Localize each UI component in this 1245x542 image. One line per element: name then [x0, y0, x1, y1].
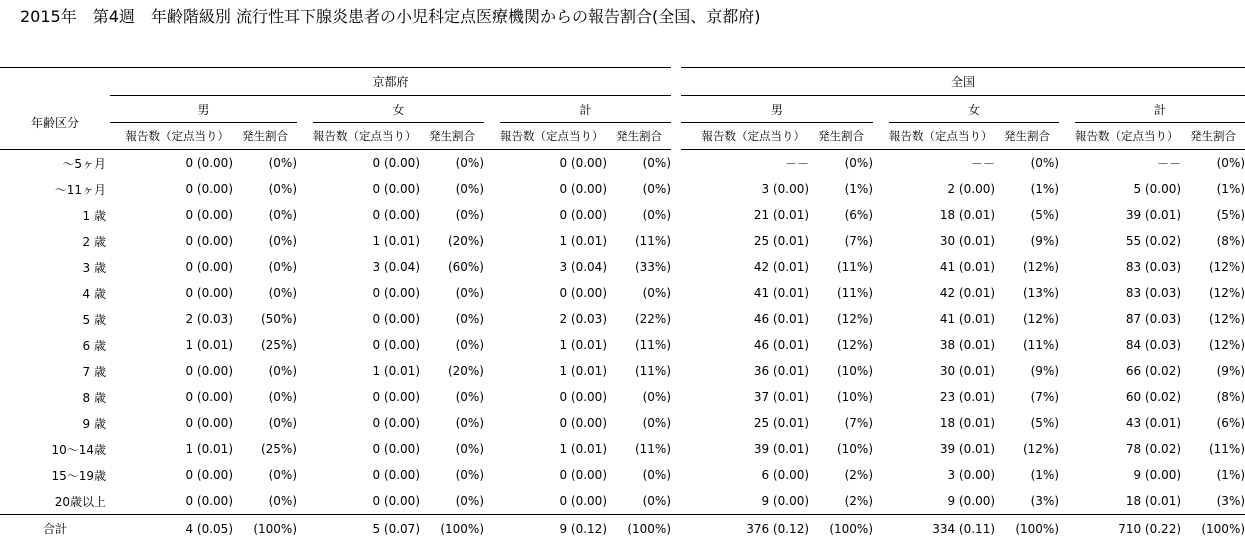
ratio-cell: (0%) [233, 228, 297, 254]
header-kyoto: 京都府 [110, 68, 671, 96]
count-cell: 1 (0.01) [500, 228, 607, 254]
count-cell: 46 (0.01) [681, 306, 809, 332]
age-group-cell: 2 歳 [0, 228, 110, 254]
table-row [0, 306, 1245, 332]
ratio-cell: (0%) [233, 202, 297, 228]
count-cell: 1 (0.01) [500, 358, 607, 384]
ratio-cell: (25%) [233, 332, 297, 358]
count-cell: 0 (0.00) [500, 410, 607, 436]
count-cell: 42 (0.01) [681, 254, 809, 280]
count-cell: 83 (0.03) [1075, 280, 1181, 306]
ratio-cell: (0%) [420, 176, 484, 202]
total-row [0, 515, 1245, 542]
ratio-cell: (0%) [420, 488, 484, 515]
ratio-cell: (0%) [607, 150, 671, 177]
count-cell: 0 (0.00) [500, 488, 607, 515]
count-cell: 39 (0.01) [1075, 202, 1181, 228]
count-cell: 0 (0.00) [500, 202, 607, 228]
header-age-group: 年齢区分 [0, 96, 110, 150]
age-group-cell: 5 歳 [0, 306, 110, 332]
count-cell: 46 (0.01) [681, 332, 809, 358]
age-group-cell: 6 歳 [0, 332, 110, 358]
ratio-cell: (0%) [607, 462, 671, 488]
ratio-cell: (60%) [420, 254, 484, 280]
ratio-cell: (0%) [233, 358, 297, 384]
count-cell: 1 (0.01) [500, 436, 607, 462]
report-table [0, 67, 1245, 542]
count-cell: 37 (0.01) [681, 384, 809, 410]
ratio-cell: (3%) [995, 488, 1059, 515]
header-count: 報告数（定点当り） [500, 123, 607, 150]
count-cell: 38 (0.01) [889, 332, 995, 358]
count-cell: 21 (0.01) [681, 202, 809, 228]
ratio-cell: (25%) [233, 436, 297, 462]
header-count: 報告数（定点当り） [889, 123, 995, 150]
count-cell: 0 (0.00) [500, 384, 607, 410]
count-cell: 4 (0.05) [110, 515, 233, 542]
ratio-cell: (1%) [1181, 176, 1245, 202]
count-cell: 0 (0.00) [110, 228, 233, 254]
ratio-cell: (100%) [809, 515, 873, 542]
header-kyoto-male: 男 [110, 96, 297, 123]
count-cell: 30 (0.01) [889, 358, 995, 384]
count-cell: 710 (0.22) [1075, 515, 1181, 542]
page-title: 2015年 第4週 年齢階級別 流行性耳下腺炎患者の小児科定点医療機関からの報告割合(全国、京都府) [20, 4, 760, 27]
header-blank [0, 68, 110, 96]
ratio-cell: (9%) [995, 228, 1059, 254]
count-cell: 3 (0.00) [681, 176, 809, 202]
header-count: 報告数（定点当り） [681, 123, 809, 150]
ratio-cell: (0%) [809, 150, 873, 177]
count-cell: 0 (0.00) [110, 384, 233, 410]
age-group-cell: 10～14歳 [0, 436, 110, 462]
header-ratio: 発生割合 [1181, 123, 1245, 150]
ratio-cell: (1%) [995, 176, 1059, 202]
count-cell: 23 (0.01) [889, 384, 995, 410]
count-cell: 2 (0.03) [500, 306, 607, 332]
header-national-total: 計 [1075, 96, 1245, 123]
ratio-cell: (11%) [995, 332, 1059, 358]
ratio-cell: (0%) [607, 410, 671, 436]
age-group-cell: 1 歳 [0, 202, 110, 228]
count-cell: 25 (0.01) [681, 228, 809, 254]
count-cell: 0 (0.00) [500, 280, 607, 306]
ratio-cell: (10%) [809, 384, 873, 410]
ratio-cell: (12%) [995, 306, 1059, 332]
count-cell: 41 (0.01) [889, 254, 995, 280]
ratio-cell: (5%) [1181, 202, 1245, 228]
count-cell: 0 (0.00) [500, 176, 607, 202]
count-cell: 0 (0.00) [500, 150, 607, 177]
ratio-cell: (11%) [809, 254, 873, 280]
table-row [0, 358, 1245, 384]
count-cell: 66 (0.02) [1075, 358, 1181, 384]
count-cell: 0 (0.00) [313, 410, 420, 436]
ratio-cell: (7%) [809, 228, 873, 254]
count-cell: 0 (0.00) [110, 280, 233, 306]
header-ratio: 発生割合 [607, 123, 671, 150]
age-group-cell: ～11ヶ月 [0, 176, 110, 202]
table-row [0, 488, 1245, 515]
ratio-cell: (9%) [995, 358, 1059, 384]
ratio-cell: (0%) [420, 150, 484, 177]
ratio-cell: (11%) [1181, 436, 1245, 462]
ratio-cell: (0%) [607, 202, 671, 228]
table-row [0, 202, 1245, 228]
ratio-cell: (2%) [809, 488, 873, 515]
age-group-cell: 7 歳 [0, 358, 110, 384]
count-cell: 30 (0.01) [889, 228, 995, 254]
table-row [0, 332, 1245, 358]
header-gap [671, 68, 681, 96]
count-cell: 18 (0.01) [889, 202, 995, 228]
count-cell: 0 (0.00) [110, 462, 233, 488]
table-row [0, 254, 1245, 280]
header-kyoto-total: 計 [500, 96, 671, 123]
ratio-cell: (0%) [233, 176, 297, 202]
count-cell: －－ [1075, 150, 1181, 177]
ratio-cell: (12%) [1181, 332, 1245, 358]
ratio-cell: (100%) [1181, 515, 1245, 542]
header-kyoto-female: 女 [313, 96, 484, 123]
ratio-cell: (11%) [809, 280, 873, 306]
ratio-cell: (13%) [995, 280, 1059, 306]
ratio-cell: (0%) [995, 150, 1059, 177]
count-cell: 0 (0.00) [110, 488, 233, 515]
header-count: 報告数（定点当り） [1075, 123, 1181, 150]
count-cell: 2 (0.03) [110, 306, 233, 332]
count-cell: 0 (0.00) [313, 332, 420, 358]
ratio-cell: (0%) [420, 436, 484, 462]
count-cell: 5 (0.00) [1075, 176, 1181, 202]
count-cell: 1 (0.01) [313, 358, 420, 384]
ratio-cell: (0%) [420, 410, 484, 436]
count-cell: 1 (0.01) [500, 332, 607, 358]
count-cell: 0 (0.00) [313, 436, 420, 462]
count-cell: 0 (0.00) [313, 306, 420, 332]
count-cell: 41 (0.01) [681, 280, 809, 306]
header-ratio: 発生割合 [233, 123, 297, 150]
header-ratio: 発生割合 [995, 123, 1059, 150]
ratio-cell: (1%) [1181, 462, 1245, 488]
ratio-cell: (2%) [809, 462, 873, 488]
count-cell: 0 (0.00) [110, 254, 233, 280]
ratio-cell: (100%) [995, 515, 1059, 542]
ratio-cell: (33%) [607, 254, 671, 280]
count-cell: 41 (0.01) [889, 306, 995, 332]
table-row [0, 280, 1245, 306]
count-cell: 87 (0.03) [1075, 306, 1181, 332]
count-cell: 5 (0.07) [313, 515, 420, 542]
ratio-cell: (12%) [995, 254, 1059, 280]
count-cell: 39 (0.01) [889, 436, 995, 462]
ratio-cell: (0%) [420, 332, 484, 358]
ratio-cell: (0%) [233, 280, 297, 306]
ratio-cell: (8%) [1181, 228, 1245, 254]
count-cell: 9 (0.00) [681, 488, 809, 515]
header-national-female: 女 [889, 96, 1059, 123]
header-ratio: 発生割合 [809, 123, 873, 150]
table-row [0, 384, 1245, 410]
ratio-cell: (5%) [995, 202, 1059, 228]
count-cell: 43 (0.01) [1075, 410, 1181, 436]
ratio-cell: (0%) [233, 462, 297, 488]
table-row [0, 436, 1245, 462]
count-cell: 3 (0.04) [313, 254, 420, 280]
count-cell: 39 (0.01) [681, 436, 809, 462]
ratio-cell: (12%) [995, 436, 1059, 462]
count-cell: 84 (0.03) [1075, 332, 1181, 358]
ratio-cell: (0%) [233, 410, 297, 436]
table-row [0, 410, 1245, 436]
ratio-cell: (0%) [233, 384, 297, 410]
ratio-cell: (20%) [420, 228, 484, 254]
count-cell: 83 (0.03) [1075, 254, 1181, 280]
ratio-cell: (12%) [1181, 280, 1245, 306]
header-count: 報告数（定点当り） [313, 123, 420, 150]
ratio-cell: (12%) [1181, 254, 1245, 280]
ratio-cell: (11%) [607, 228, 671, 254]
ratio-cell: (1%) [995, 462, 1059, 488]
count-cell: 18 (0.01) [1075, 488, 1181, 515]
ratio-cell: (0%) [607, 488, 671, 515]
age-group-cell: 9 歳 [0, 410, 110, 436]
count-cell: 1 (0.01) [313, 228, 420, 254]
ratio-cell: (11%) [607, 332, 671, 358]
ratio-cell: (9%) [1181, 358, 1245, 384]
count-cell: 0 (0.00) [110, 358, 233, 384]
ratio-cell: (11%) [607, 436, 671, 462]
ratio-cell: (12%) [809, 306, 873, 332]
ratio-cell: (5%) [995, 410, 1059, 436]
count-cell: 55 (0.02) [1075, 228, 1181, 254]
ratio-cell: (50%) [233, 306, 297, 332]
ratio-cell: (6%) [809, 202, 873, 228]
ratio-cell: (11%) [607, 358, 671, 384]
count-cell: 0 (0.00) [313, 280, 420, 306]
ratio-cell: (7%) [809, 410, 873, 436]
count-cell: 60 (0.02) [1075, 384, 1181, 410]
age-group-cell: 8 歳 [0, 384, 110, 410]
count-cell: 0 (0.00) [500, 462, 607, 488]
ratio-cell: (3%) [1181, 488, 1245, 515]
ratio-cell: (100%) [607, 515, 671, 542]
ratio-cell: (1%) [809, 176, 873, 202]
ratio-cell: (0%) [233, 150, 297, 177]
age-group-cell: 20歳以上 [0, 488, 110, 515]
count-cell: 1 (0.01) [110, 332, 233, 358]
ratio-cell: (100%) [420, 515, 484, 542]
ratio-cell: (10%) [809, 436, 873, 462]
ratio-cell: (0%) [420, 280, 484, 306]
ratio-cell: (0%) [607, 176, 671, 202]
count-cell: －－ [681, 150, 809, 177]
count-cell: 1 (0.01) [110, 436, 233, 462]
count-cell: 9 (0.00) [889, 488, 995, 515]
header-count: 報告数（定点当り） [110, 123, 233, 150]
header-national-male: 男 [681, 96, 873, 123]
ratio-cell: (100%) [233, 515, 297, 542]
count-cell: 0 (0.00) [313, 462, 420, 488]
count-cell: 0 (0.00) [313, 384, 420, 410]
count-cell: 9 (0.00) [1075, 462, 1181, 488]
age-group-cell: 合計 [0, 515, 110, 542]
count-cell: 334 (0.11) [889, 515, 995, 542]
header-ratio: 発生割合 [420, 123, 484, 150]
count-cell: －－ [889, 150, 995, 177]
ratio-cell: (0%) [607, 384, 671, 410]
count-cell: 0 (0.00) [110, 176, 233, 202]
count-cell: 376 (0.12) [681, 515, 809, 542]
count-cell: 0 (0.00) [313, 488, 420, 515]
ratio-cell: (12%) [809, 332, 873, 358]
count-cell: 0 (0.00) [110, 202, 233, 228]
ratio-cell: (8%) [1181, 384, 1245, 410]
count-cell: 3 (0.00) [889, 462, 995, 488]
table-row [0, 228, 1245, 254]
table-row [0, 176, 1245, 202]
count-cell: 3 (0.04) [500, 254, 607, 280]
table-row [0, 462, 1245, 488]
count-cell: 9 (0.12) [500, 515, 607, 542]
ratio-cell: (0%) [607, 280, 671, 306]
ratio-cell: (0%) [420, 202, 484, 228]
count-cell: 2 (0.00) [889, 176, 995, 202]
header-national: 全国 [681, 68, 1245, 96]
table-row [0, 150, 1245, 177]
ratio-cell: (0%) [420, 462, 484, 488]
count-cell: 25 (0.01) [681, 410, 809, 436]
ratio-cell: (10%) [809, 358, 873, 384]
ratio-cell: (7%) [995, 384, 1059, 410]
age-group-cell: 15～19歳 [0, 462, 110, 488]
age-group-cell: 3 歳 [0, 254, 110, 280]
count-cell: 36 (0.01) [681, 358, 809, 384]
ratio-cell: (12%) [1181, 306, 1245, 332]
count-cell: 6 (0.00) [681, 462, 809, 488]
count-cell: 0 (0.00) [313, 202, 420, 228]
count-cell: 0 (0.00) [313, 150, 420, 177]
count-cell: 18 (0.01) [889, 410, 995, 436]
ratio-cell: (6%) [1181, 410, 1245, 436]
ratio-cell: (0%) [420, 384, 484, 410]
count-cell: 0 (0.00) [110, 410, 233, 436]
ratio-cell: (22%) [607, 306, 671, 332]
ratio-cell: (0%) [233, 488, 297, 515]
ratio-cell: (0%) [420, 306, 484, 332]
age-group-cell: 4 歳 [0, 280, 110, 306]
ratio-cell: (20%) [420, 358, 484, 384]
ratio-cell: (0%) [233, 254, 297, 280]
count-cell: 78 (0.02) [1075, 436, 1181, 462]
count-cell: 42 (0.01) [889, 280, 995, 306]
count-cell: 0 (0.00) [110, 150, 233, 177]
age-group-cell: ～5ヶ月 [0, 150, 110, 177]
ratio-cell: (0%) [1181, 150, 1245, 177]
count-cell: 0 (0.00) [313, 176, 420, 202]
